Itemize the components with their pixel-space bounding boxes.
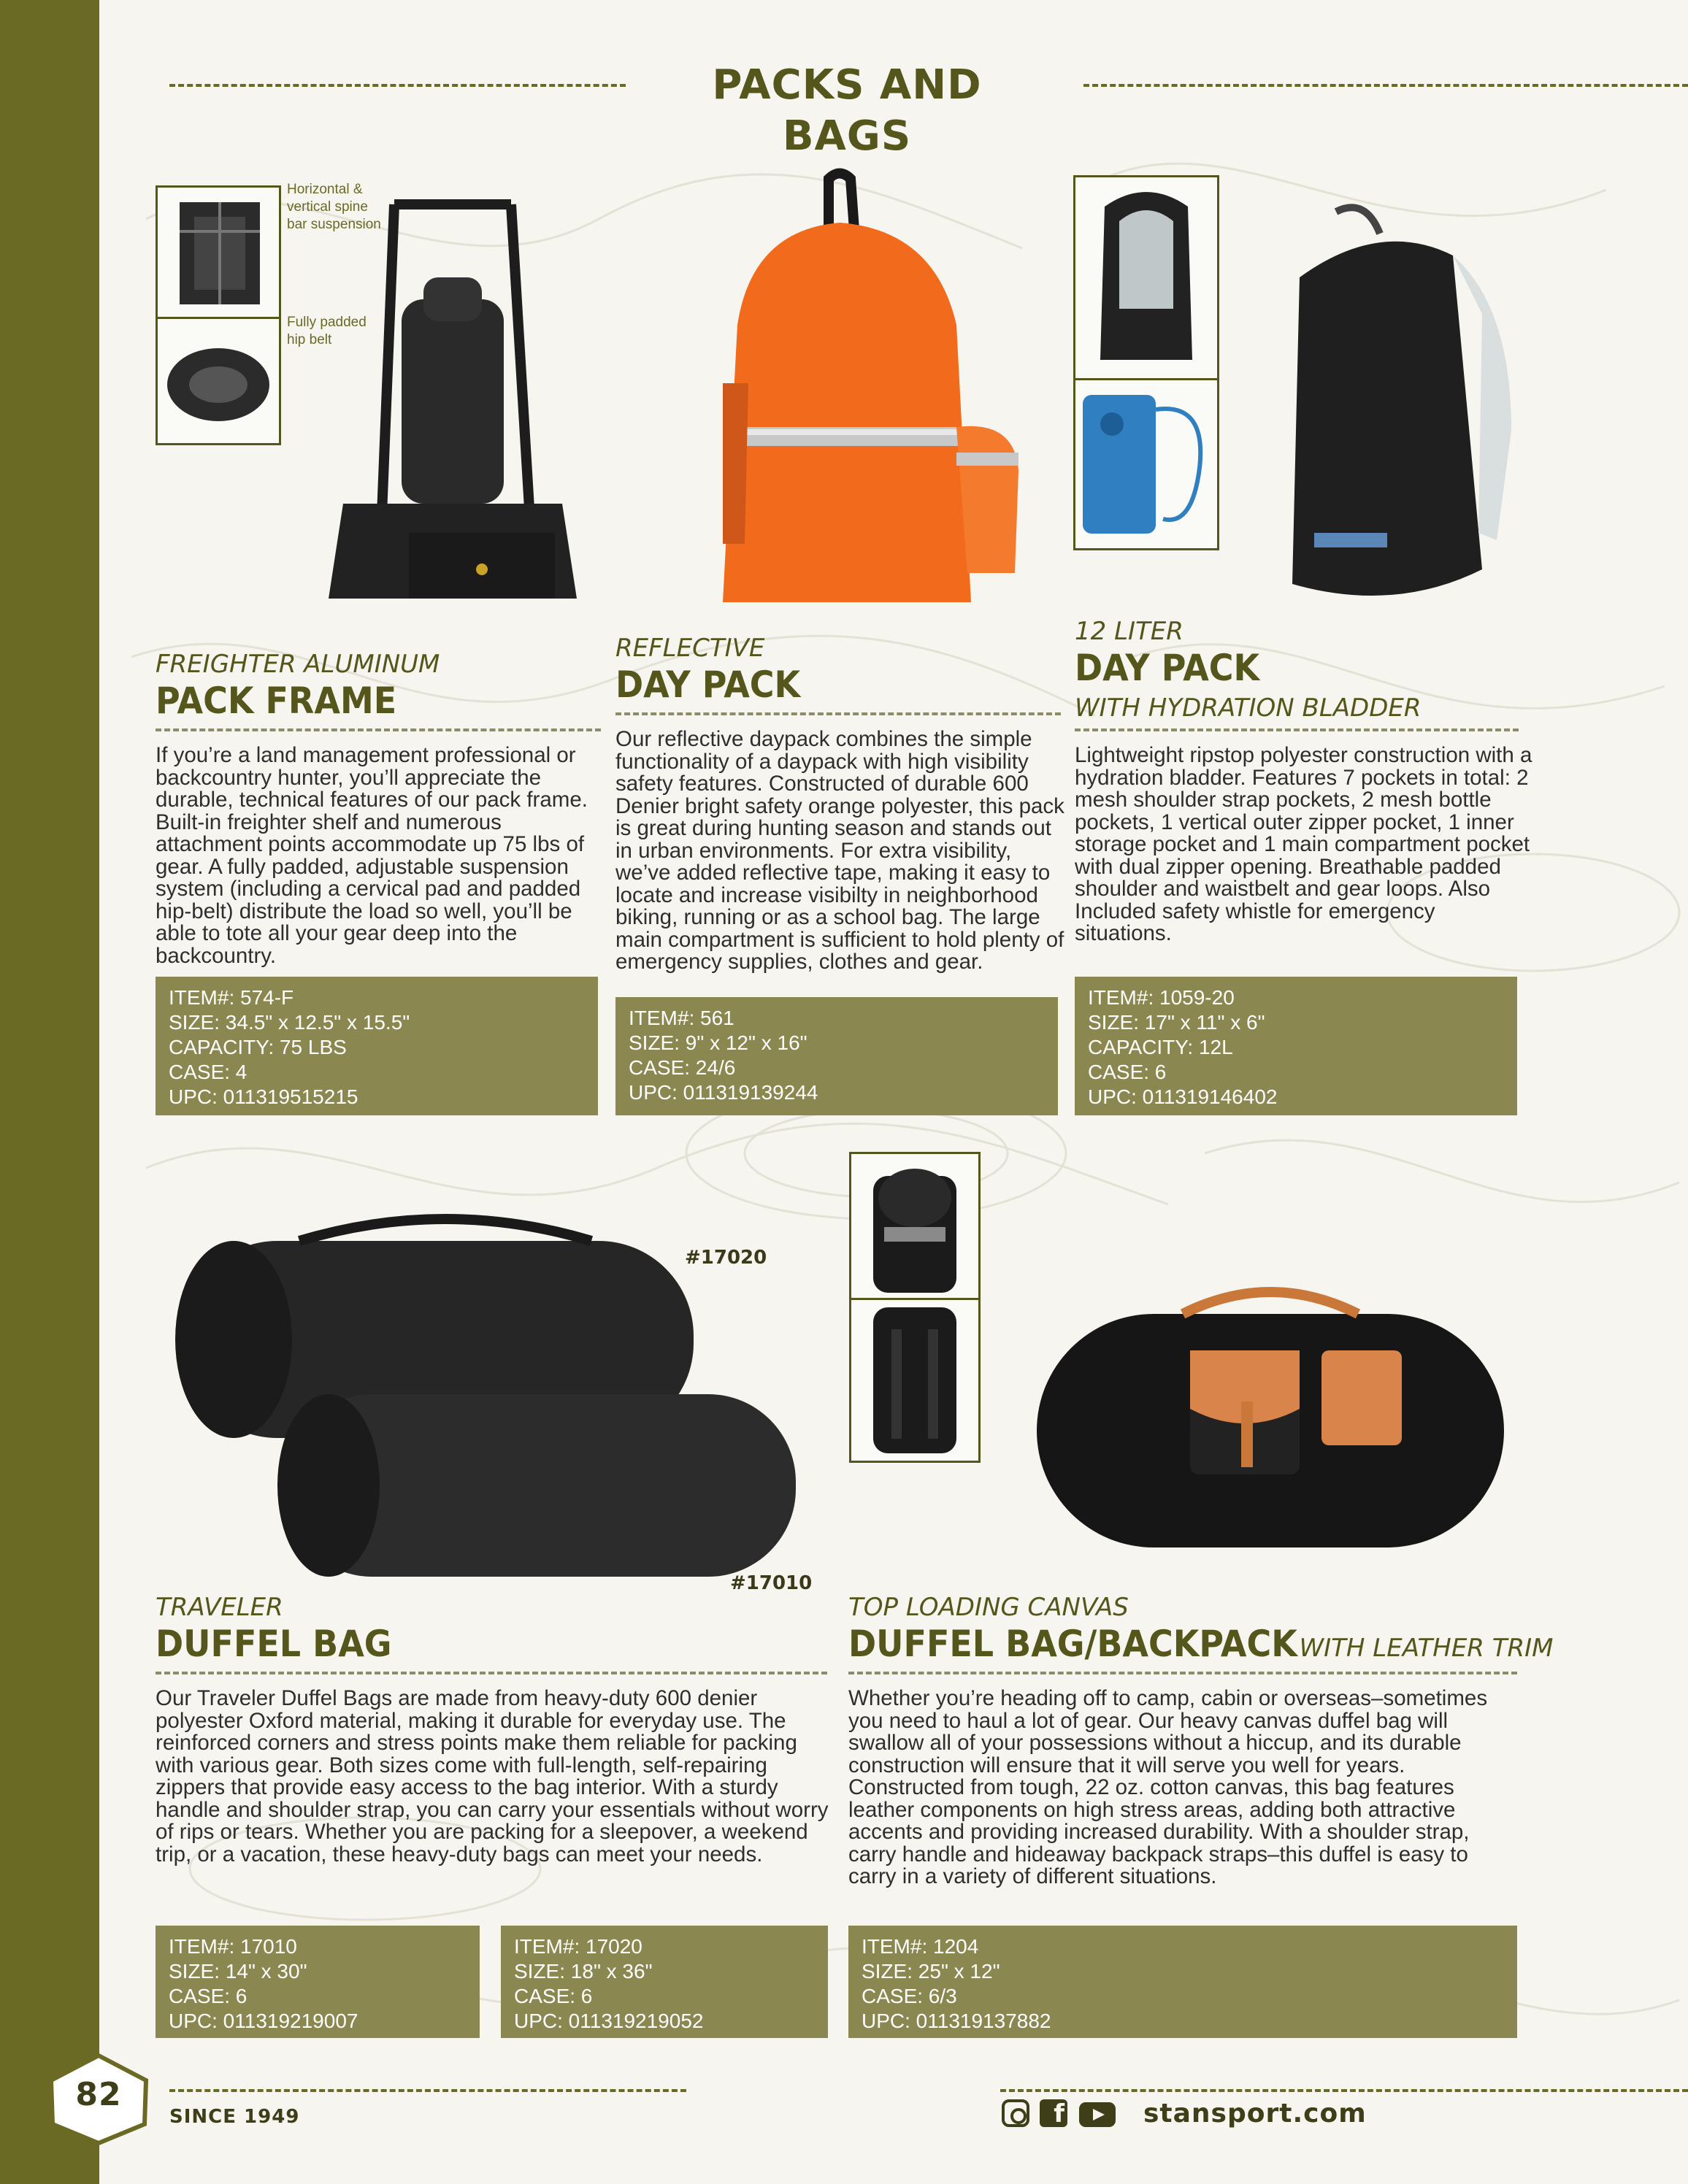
traveler-duffel-rule — [156, 1672, 827, 1674]
spec-upc: UPC: 011319219052 — [514, 2010, 704, 2032]
header-rule-left — [169, 84, 626, 87]
inset-hydration-bladder-image — [1073, 378, 1219, 550]
inset-pack-interior-image — [1073, 175, 1219, 381]
canvas-duffel-spec-box — [848, 1926, 1517, 2038]
duffel-17020-spec-box — [501, 1926, 828, 2038]
youtube-icon[interactable] — [1079, 2102, 1116, 2127]
page-number: 82 — [75, 2076, 122, 2113]
spec-upc: UPC: 011319137882 — [862, 2010, 1051, 2032]
website-link[interactable]: stansport.com — [1143, 2099, 1367, 2129]
traveler-duffel-title: DUFFEL BAG — [156, 1623, 392, 1665]
canvas-duffel-subtitle: TOP LOADING CANVAS — [848, 1593, 1129, 1622]
canvas-duffel-image — [1022, 1270, 1519, 1562]
hydration-pack-rule — [1075, 728, 1519, 731]
hydration-day-pack-image — [1234, 190, 1555, 620]
reflective-pack-spec-box — [615, 997, 1058, 1115]
pack-frame-image — [314, 190, 591, 628]
spec-item: ITEM#: 1059-20 — [1088, 986, 1235, 1009]
spec-item: ITEM#: 1204 — [862, 1935, 979, 1958]
instagram-icon[interactable] — [1002, 2099, 1029, 2127]
spec-item: ITEM#: 17010 — [169, 1935, 297, 1958]
traveler-duffel-description: Our Traveler Duffel Bags are made from heavy-duty 600 denier polyester Oxford material, making it durable for everyday use. The reinforced corners and stress points make them reliable for packing with various gear. Both sizes come with full-length, self-repairing zippers that provide easy access to the bag interior. With a sturdy handle and shoulder strap, you can carry your essentials without worry of rips or tears. Whether you are packing for a sleepover, a weekend trip, or a vacation, these heavy-duty bags can meet your needs. — [156, 1686, 829, 1866]
hydration-pack-title: DAY PACK — [1075, 647, 1260, 689]
inset-hip-belt-image — [156, 317, 281, 445]
spec-size: SIZE: 25" x 12" — [862, 1960, 1000, 1983]
traveler-duffel-image — [153, 1183, 813, 1599]
spec-upc: UPC: 011319515215 — [169, 1085, 358, 1108]
facebook-icon[interactable]: f — [1040, 2099, 1067, 2127]
inset-backpack-straps-image — [849, 1298, 981, 1463]
spec-item: ITEM#: 561 — [629, 1007, 734, 1029]
page-title: PACKS AND BAGS — [712, 61, 982, 160]
spec-upc: UPC: 011319146402 — [1088, 1085, 1278, 1108]
left-sidebar-band — [0, 0, 99, 2184]
spec-capacity: CAPACITY: 75 LBS — [169, 1036, 347, 1058]
inset-spine-suspension-image — [156, 185, 281, 320]
spec-case: CASE: 6 — [514, 1985, 593, 2007]
duffel-17010-spec-box — [156, 1926, 480, 2038]
hydration-pack-subtitle: 12 LITER — [1075, 617, 1183, 646]
hydration-pack-subtitle-2: WITH HYDRATION BLADDER — [1075, 693, 1422, 723]
reflective-pack-description: Our reflective daypack combines the simple functionality of a daypack with high visibility safety features. Constructed of durable 600 Denier bright safety orange polyester, this pack is great during hunting season and stands out in urban environments. For extra visibility, we’ve added reflective tape, making it easy to locate and increase visibilty in neighborhood biking, running or as a school bag. The large main compartment is sufficient to hold plenty of emergency supplies, clothes and gear. — [615, 727, 1064, 974]
inset-top-loading-image — [849, 1152, 981, 1301]
spec-case: CASE: 6/3 — [862, 1985, 957, 2007]
spec-size: SIZE: 9" x 12" x 16" — [629, 1031, 807, 1054]
spec-case: CASE: 6 — [1088, 1061, 1167, 1083]
reflective-pack-subtitle: REFLECTIVE — [615, 634, 765, 663]
spec-size: SIZE: 14" x 30" — [169, 1960, 307, 1983]
spec-capacity: CAPACITY: 12L — [1088, 1036, 1233, 1058]
tag-17020: #17020 — [685, 1247, 767, 1269]
canvas-duffel-description: Whether you’re heading off to camp, cabin or overseas–sometimes you need to haul a lot of gear. Our heavy canvas duffel bag will swallow all of your possessions without a hiccup, and its durable construction will ensure that it will serve you well for years. Constructed from tough, 22 oz. cotton canvas, this bag features leather components on high stress areas, adding both attractive accents and providing increased durability. With a shoulder strap, carry handle and hideaway backpack straps–this duffel is easy to carry in a variety of different situations. — [848, 1686, 1488, 1888]
canvas-duffel-title: DUFFEL BAG/BACKPACK — [848, 1623, 1297, 1665]
tag-17010: #17010 — [730, 1572, 813, 1594]
spec-item: ITEM#: 574-F — [169, 986, 294, 1009]
callout-spine-bar: Horizontal & vertical spine bar suspension — [287, 182, 381, 232]
footer-rule-right — [1000, 2089, 1688, 2092]
reflective-pack-title: DAY PACK — [615, 664, 801, 706]
canvas-duffel-rule — [848, 1672, 1517, 1674]
pack-frame-description: If you’re a land management professional or backcountry hunter, you’ll appreciate the durable, technical features of our pack frame. Built-in freighter shelf and numerous attachment points accommodate up 75 lbs of gear. A fully padded, adjustable suspension system (including a cervical pad and padded hip-belt) distribute the load so well, you’ll be able to tote all your gear deep into the backcountry. — [156, 743, 588, 968]
spec-size: SIZE: 18" x 36" — [514, 1960, 653, 1983]
canvas-duffel-title-row — [848, 1623, 1554, 1664]
since-1949: SINCE 1949 — [169, 2106, 300, 2128]
spec-case: CASE: 24/6 — [629, 1056, 736, 1079]
callout-hip-belt: Fully padded hip belt — [287, 315, 367, 347]
spec-item: ITEM#: 17020 — [514, 1935, 642, 1958]
spec-upc: UPC: 011319219007 — [169, 2010, 358, 2032]
reflective-day-pack-image — [694, 164, 1029, 624]
pack-frame-spec-box — [156, 977, 598, 1115]
footer-rule-left — [169, 2089, 686, 2092]
reflective-pack-rule — [615, 712, 1061, 715]
canvas-duffel-title-suffix: WITH LEATHER TRIM — [1299, 1634, 1554, 1663]
spec-size: SIZE: 17" x 11" x 6" — [1088, 1011, 1265, 1034]
hydration-pack-spec-box — [1075, 977, 1517, 1115]
traveler-duffel-subtitle: TRAVELER — [156, 1593, 283, 1622]
spec-case: CASE: 4 — [169, 1061, 248, 1083]
hydration-pack-description: Lightweight ripstop polyester construction with a hydration bladder. Features 7 pockets in total: 2 mesh shoulder strap pockets, 2 mesh bottle pockets, 1 vertical outer zipper pocket, 1 inner storage pocket and 1 main compartment pocket with dual zipper opening. Breathable padded shoulder and waistbelt and gear loops. Also Included safety whistle for emergency situations. — [1075, 743, 1532, 945]
spec-case: CASE: 6 — [169, 1985, 248, 2007]
header-rule-right — [1083, 84, 1688, 87]
pack-frame-rule — [156, 728, 601, 731]
pack-frame-subtitle: FREIGHTER ALUMINUM — [156, 650, 440, 679]
pack-frame-title: PACK FRAME — [156, 680, 397, 722]
spec-upc: UPC: 011319139244 — [629, 1081, 818, 1104]
spec-size: SIZE: 34.5" x 12.5" x 15.5" — [169, 1011, 410, 1034]
